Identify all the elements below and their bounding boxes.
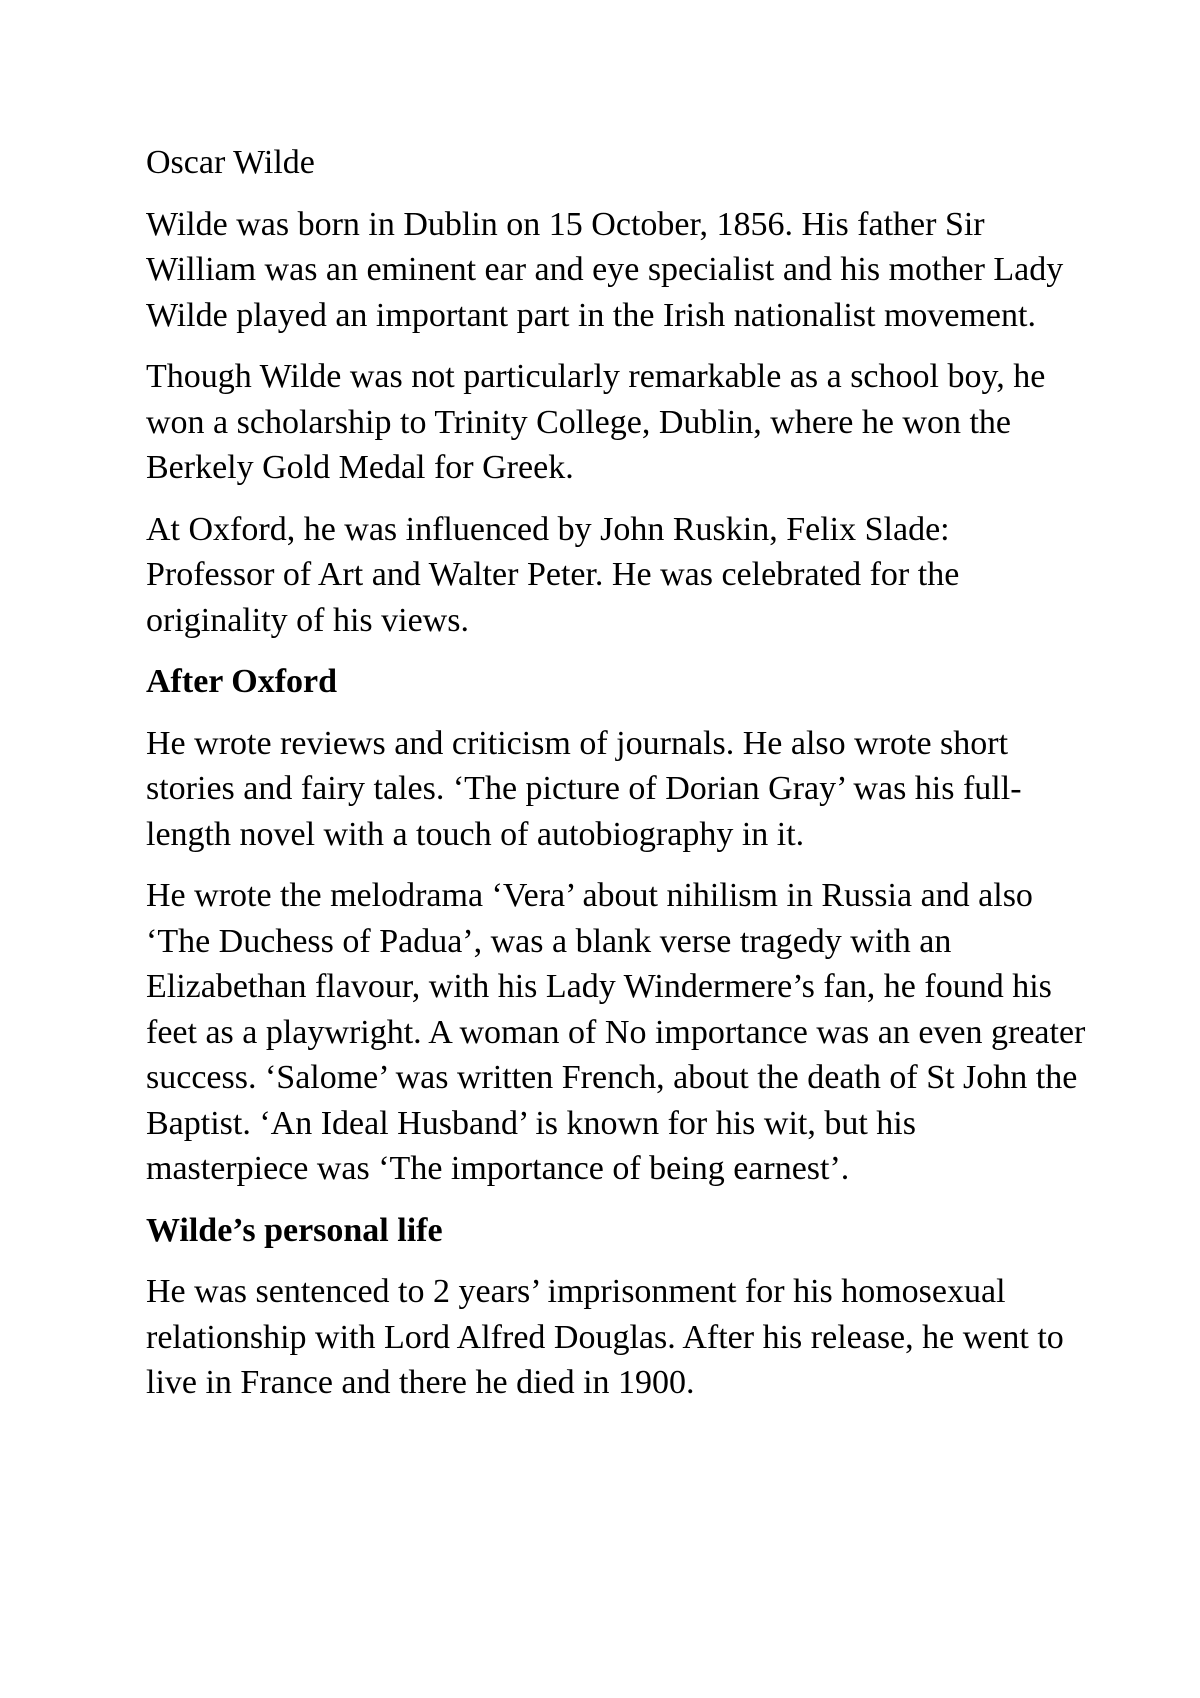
paragraph-writings: He wrote reviews and criticism of journals. He also wrote short stories and fairy tales. ‘The picture of Dorian Gray’ was his full-length novel with a touch of autobiography in it. — [146, 724, 1022, 853]
paragraph-personal-life: He was sentenced to 2 years’ imprisonment for his homosexual relationship with Lord Alfred Douglas. After his release, he went to live in France and there he died in 1900. — [146, 1273, 1064, 1401]
intro-paragraph-birth: Wilde was born in Dublin on 15 October, 1856. His father Sir William was an eminent ear and eye specialist and his mother Lady Wilde played an important part in the Irish nationalist movement. — [146, 205, 1064, 334]
document-page — [146, 140, 1086, 1422]
section-heading-after-oxford: After Oxford — [146, 663, 338, 700]
intro-paragraph-oxford: At Oxford, he was influenced by John Ruskin, Felix Slade: Professor of Art and Walter Peter. He was celebrated for the originality of his views. — [146, 510, 960, 639]
section-heading-personal-life: Wilde’s personal life — [146, 1211, 443, 1249]
paragraph-plays: He wrote the melodrama ‘Vera’ about nihilism in Russia and also ‘The Duchess of Padua’, was a blank verse tragedy with an Elizabethan flavour, with his Lady Windermere’s fan, he found his feet as a playwright. A woman of No importance was an even greater success. ‘Salome’ was written French, about the death of St John the Baptist. ‘An Ideal Husband’ is known for his wit, but his masterpiece was ‘The importance of being earnest’. — [146, 877, 1086, 1187]
document-title: Oscar Wilde — [146, 144, 315, 181]
intro-paragraph-education: Though Wilde was not particularly remarkable as a school boy, he won a scholarship to Trinity College, Dublin, where he won the Berkely Gold Medal for Greek. — [146, 358, 1046, 486]
